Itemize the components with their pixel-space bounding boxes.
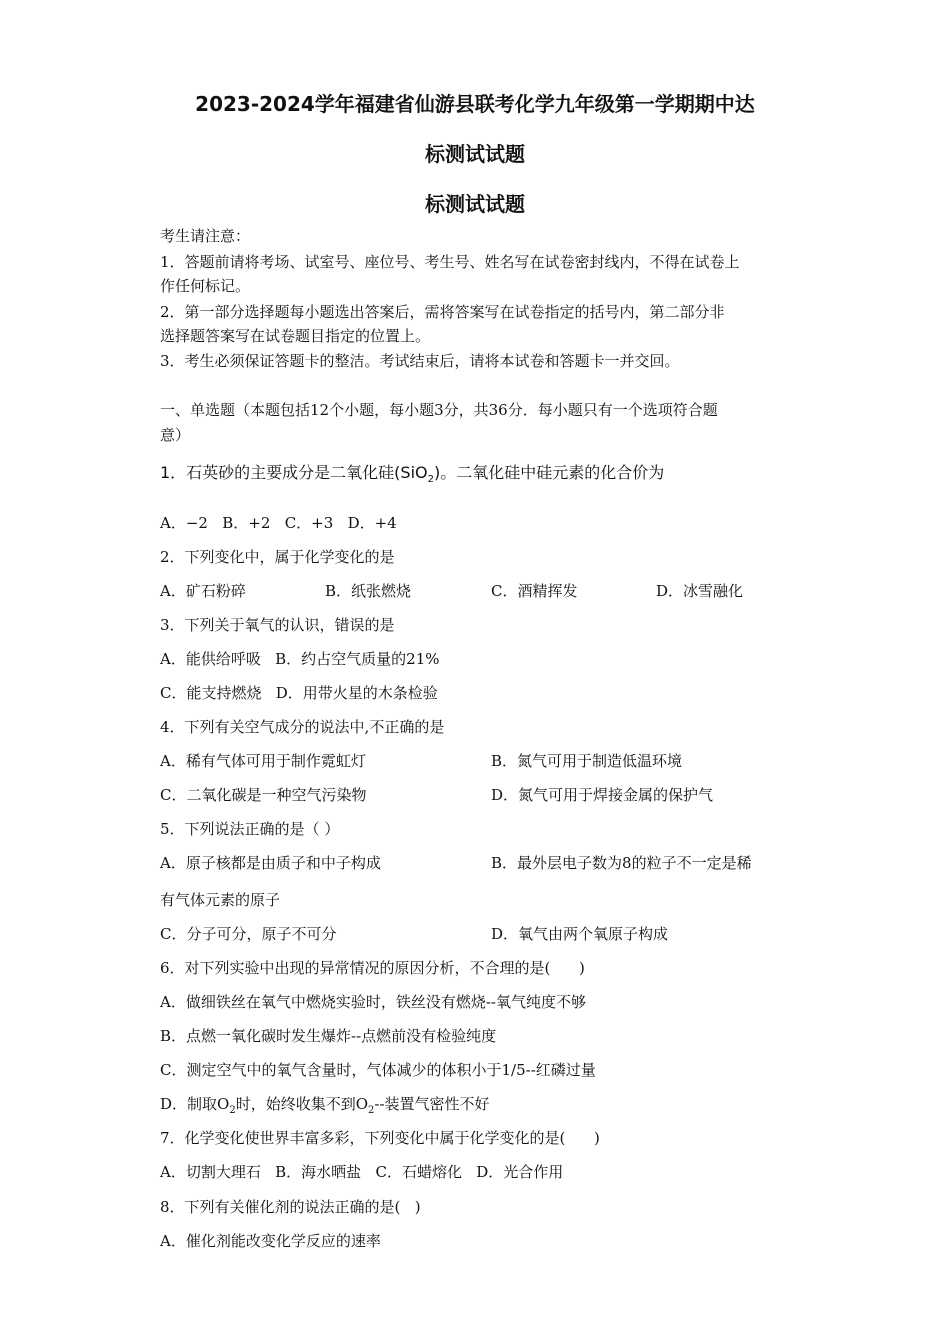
question-3-options-line-1: A．能供给呼吸 B．约占空气质量的21%: [160, 650, 440, 668]
question-1-options: A．−2 B．+2 C．+3 D．+4: [160, 514, 397, 532]
question-4-option-a: A．稀有气体可用于制作霓虹灯: [160, 752, 366, 770]
question-6-option-d: D．制取$O_2$时，始终收集不到$O_2--$装置气密性不好: [160, 1095, 490, 1116]
question-3-options-line-2: C．能支持燃烧 D．用带火星的木条检验: [160, 684, 438, 702]
question-2-option-b: B．纸张燃烧: [325, 582, 412, 600]
question-1-stem: 1．石英砂的主要成分是二氧化硅(SiO$_2$)。二氧化硅中硅元素的化合价为: [160, 463, 665, 486]
question-4-stem: 4．下列有关空气成分的说法中,不正确的是: [160, 718, 445, 736]
title-line-1: 2023-2024学年福建省仙游县联考化学九年级第一学期期中达: [195, 92, 755, 116]
question-5-stem: 5．下列说法正确的是（ ）: [160, 820, 340, 838]
title-line-3: 标测试试题: [425, 192, 525, 216]
question-7-options: A．切割大理石 B．海水晒盐 C．石蜡熔化 D．光合作用: [160, 1163, 564, 1181]
question-4-option-d: D．氮气可用于焊接金属的保护气: [491, 786, 714, 804]
question-4-option-c: C．二氧化碳是一种空气污染物: [160, 786, 367, 804]
notice-item: 1．答题前请将考场、试室号、座位号、考生号、姓名写在试卷密封线内，不得在试卷上: [160, 253, 740, 271]
question-2-option-c: C．酒精挥发: [491, 582, 578, 600]
notice-item: 2．第一部分选择题每小题选出答案后，需将答案写在试卷指定的括号内，第二部分非: [160, 303, 725, 321]
question-7-stem: 7．化学变化使世界丰富多彩，下列变化中属于化学变化的是( ): [160, 1129, 600, 1147]
section-heading: 一、单选题（本题包括12个小题，每小题3分，共36分．每小题只有一个选项符合题: [160, 401, 718, 419]
question-5-option-c: C．分子可分，原子不可分: [160, 925, 337, 943]
notice-item: 选择题答案写在试卷题目指定的位置上。: [160, 327, 431, 345]
question-2-stem: 2．下列变化中，属于化学变化的是: [160, 548, 395, 566]
notice-heading: 考生请注意：: [160, 227, 251, 245]
notice-item: 作任何标记。: [160, 277, 251, 295]
section-heading-wrap: 意）: [160, 426, 191, 444]
question-6-option-b: B．点燃一氧化碳时发生爆炸--点燃前没有检验纯度: [160, 1027, 497, 1045]
question-6-stem: 6．对下列实验中出现的异常情况的原因分析，不合理的是( ): [160, 959, 585, 977]
question-2-option-d: D．冰雪融化: [656, 582, 744, 600]
question-8-option-a: A．催化剂能改变化学反应的速率: [160, 1232, 381, 1250]
question-4-option-b: B．氮气可用于制造低温环境: [491, 752, 683, 770]
question-8-stem: 8．下列有关催化剂的说法正确的是( ): [160, 1198, 421, 1216]
question-6-option-c: C．测定空气中的氧气含量时，气体减少的体积小于1/5--红磷过量: [160, 1061, 596, 1079]
question-5-option-b-wrap: 有气体元素的原子: [160, 891, 281, 909]
notice-item: 3．考生必须保证答题卡的整洁。考试结束后，请将本试卷和答题卡一并交回。: [160, 352, 680, 370]
question-5-option-a: A．原子核都是由质子和中子构成: [160, 854, 381, 872]
question-3-stem: 3．下列关于氧气的认识，错误的是: [160, 616, 395, 634]
question-5-option-d: D．氧气由两个氧原子构成: [491, 925, 669, 943]
question-6-option-a: A．做细铁丝在氧气中燃烧实验时，铁丝没有燃烧--氧气纯度不够: [160, 993, 586, 1011]
question-5-option-b: B．最外层电子数为8的粒子不一定是稀: [491, 854, 752, 872]
title-line-2: 标测试试题: [425, 142, 525, 166]
question-2-option-a: A．矿石粉碎: [160, 582, 246, 600]
